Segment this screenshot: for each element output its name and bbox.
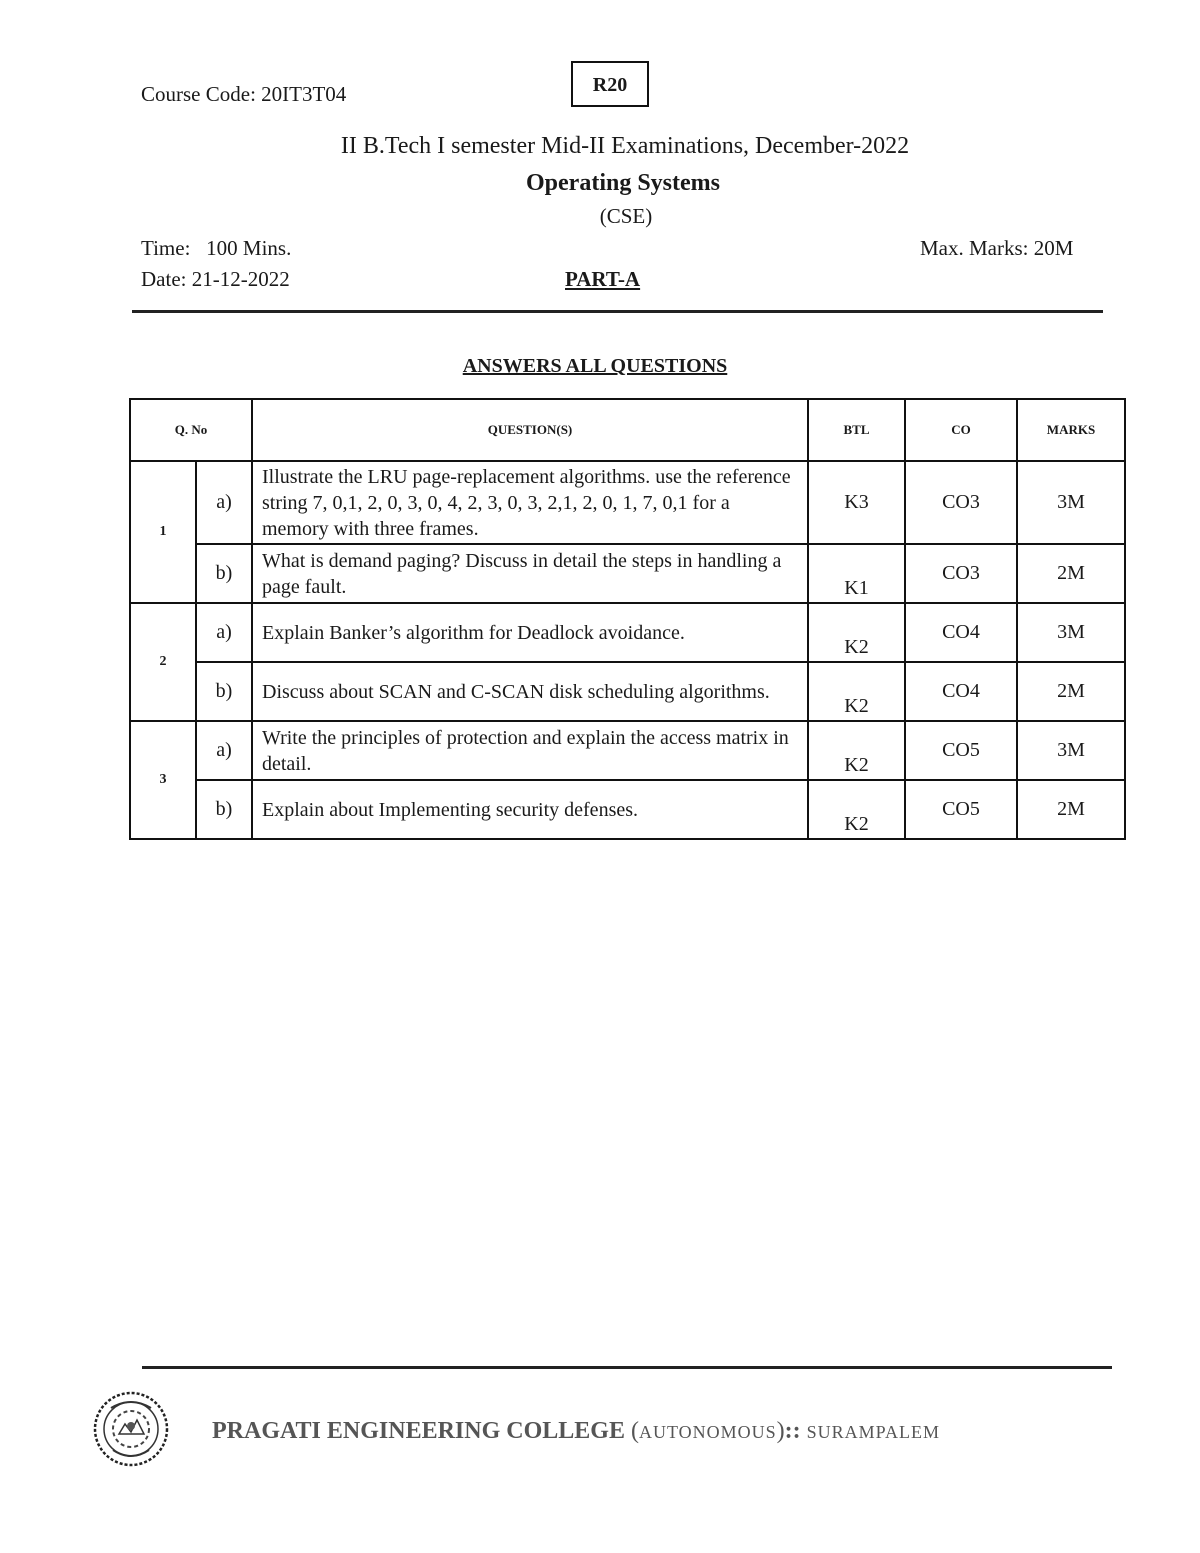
exam-date: Date: 21-12-2022	[141, 267, 290, 291]
marks-value: 3M	[1017, 461, 1125, 544]
header-qno: Q. No	[130, 399, 252, 461]
autonomous-label: AUTONOMOUS	[638, 1422, 777, 1442]
marks-value: 2M	[1017, 780, 1125, 839]
table-row	[130, 662, 1125, 721]
part-label: a)	[196, 603, 252, 662]
question-text: What is demand paging? Discuss in detail the steps in handling a page fault.	[252, 544, 808, 603]
question-text: Illustrate the LRU page-replacement algorithms. use the reference string 7, 0,1, 2, 0, 3, 0, 4, 2, 3, 0, 3, 2,1, 2, 0, 1, 7, 0,1 for a memory with three frames.	[252, 461, 808, 544]
btl-value: K2	[808, 662, 905, 721]
btl-value: K2	[808, 721, 905, 780]
header-co: CO	[905, 399, 1017, 461]
question-number: 1	[130, 461, 196, 603]
part-label: b)	[196, 544, 252, 603]
footer-separator: ::	[784, 1418, 807, 1444]
co-value: CO3	[905, 544, 1017, 603]
marks-value: 2M	[1017, 544, 1125, 603]
marks-value: 3M	[1017, 721, 1125, 780]
footer-paren-open: (	[630, 1418, 639, 1444]
co-value: CO4	[905, 603, 1017, 662]
table-row	[130, 461, 1125, 544]
college-name: PRAGATI ENGINEERING COLLEGE	[212, 1418, 631, 1444]
header-btl: BTL	[808, 399, 905, 461]
co-value: CO3	[905, 461, 1017, 544]
footer-paren-close: )	[776, 1418, 785, 1444]
btl-value: K1	[808, 544, 905, 603]
question-text: Explain about Implementing security defenses.	[252, 780, 808, 839]
question-text: Explain Banker’s algorithm for Deadlock avoidance.	[252, 603, 808, 662]
regulation-badge: R20	[571, 61, 649, 107]
table-header-row	[130, 399, 1125, 461]
questions-table	[129, 398, 1126, 840]
college-footer	[212, 1418, 940, 1445]
part-label: a)	[196, 721, 252, 780]
part-label: b)	[196, 780, 252, 839]
table-row	[130, 721, 1125, 780]
header-question: QUESTION(S)	[252, 399, 808, 461]
instruction-heading: ANSWERS ALL QUESTIONS	[462, 355, 728, 377]
exam-title: II B.Tech I semester Mid-II Examinations, December-2022	[340, 133, 910, 159]
header-divider	[132, 310, 1103, 313]
question-text: Write the principles of protection and explain the access matrix in detail.	[252, 721, 808, 780]
part-label: a)	[196, 461, 252, 544]
course-code: Course Code: 20IT3T04	[141, 82, 347, 106]
table-row	[130, 603, 1125, 662]
btl-value: K3	[808, 461, 905, 544]
btl-value: K2	[808, 780, 905, 839]
table-row	[130, 544, 1125, 603]
footer-divider	[142, 1366, 1112, 1369]
college-location: SURAMPALEM	[806, 1422, 941, 1442]
co-value: CO4	[905, 662, 1017, 721]
exam-time: Time: 100 Mins.	[141, 236, 292, 260]
part-label: b)	[196, 662, 252, 721]
college-seal-icon	[91, 1388, 173, 1470]
branch: (CSE)	[599, 204, 653, 228]
question-text: Discuss about SCAN and C-SCAN disk scheduling algorithms.	[252, 662, 808, 721]
question-number: 2	[130, 603, 196, 721]
marks-value: 3M	[1017, 603, 1125, 662]
co-value: CO5	[905, 780, 1017, 839]
part-heading: PART-A	[565, 267, 641, 291]
subject-title: Operating Systems	[526, 170, 720, 196]
header-marks: MARKS	[1017, 399, 1125, 461]
co-value: CO5	[905, 721, 1017, 780]
marks-value: 2M	[1017, 662, 1125, 721]
question-number: 3	[130, 721, 196, 839]
btl-value: K2	[808, 603, 905, 662]
max-marks: Max. Marks: 20M	[920, 236, 1074, 260]
table-row	[130, 780, 1125, 839]
